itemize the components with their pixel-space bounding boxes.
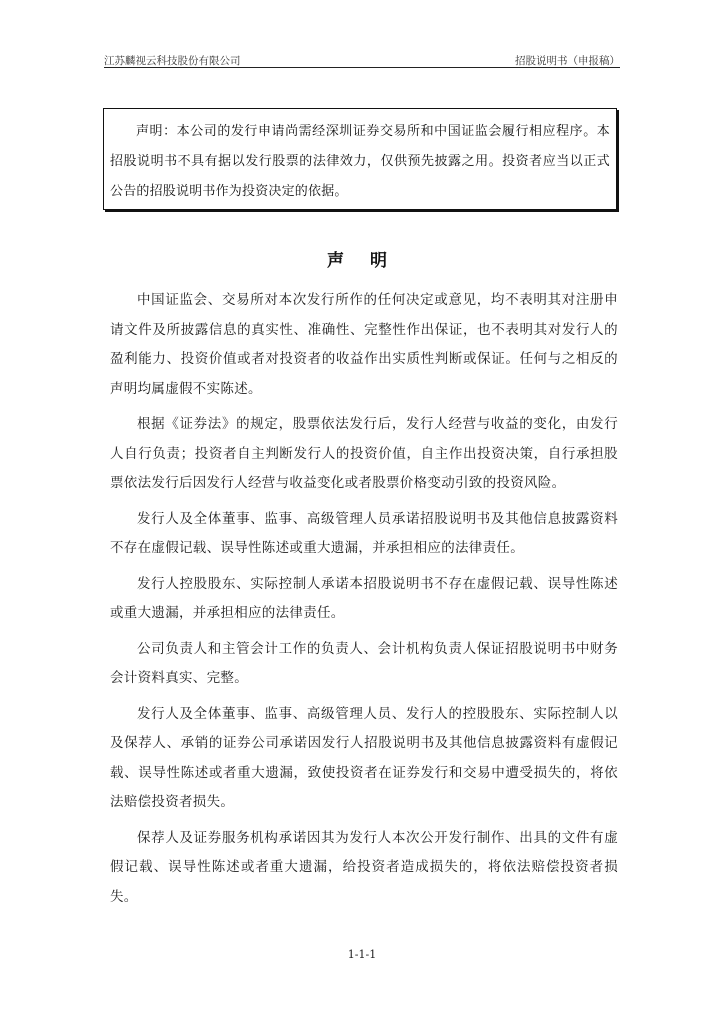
header-divider [104,67,620,68]
statement-body [110,286,618,918]
header-document-type: 招股说明书（申报稿） [515,55,620,67]
page-header [104,48,620,68]
statement-paragraph: 公司负责人和主管会计工作的负责人、会计机构负责人保证招股说明书中财务会计资料真实、完整。 [110,640,618,686]
statement-paragraph: 中国证监会、交易所对本次发行所作的任何决定或意见，均不表明其对注册申请文件及所披露信息的真实性、准确性、完整性作出保证，也不表明其对发行人的盈利能力、投资价值或者对投资者的收益作出实质性判断或保证。任何与之相反的声明均属虚假不实陈述。 [110,292,618,397]
statement-paragraph: 根据《证券法》的规定，股票依法发行后，发行人经营与收益的变化，由发行人自行负责；投资者自主判断发行人的投资价值，自主作出投资决策，自行承担股票依法发行后因发行人经营与收益变化或者股票价格变动引致的投资风险。 [110,416,618,491]
statement-paragraph: 发行人控股股东、实际控制人承诺本招股说明书不存在虚假记载、误导性陈述或重大遗漏，并承担相应的法律责任。 [110,575,618,621]
disclaimer-notice-box [103,108,617,210]
statement-paragraph: 保荐人及证券服务机构承诺因其为发行人本次公开发行制作、出具的文件有虚假记载、误导性陈述或者重大遗漏，给投资者造成损失的，将依法赔偿投资者损失。 [110,829,618,905]
statement-paragraph: 发行人及全体董事、监事、高级管理人员、发行人的控股股东、实际控制人以及保荐人、承销的证券公司承诺因发行人招股说明书及其他信息披露资料有虚假记载、误导性陈述或者重大遗漏，致使投资者在证券发行和交易中遭受损失的，将依法赔偿投资者损失。 [110,705,618,810]
page-number: 1-1-1 [347,948,377,961]
statement-paragraph: 发行人及全体董事、监事、高级管理人员承诺招股说明书及其他信息披露资料不存在虚假记载、误导性陈述或重大遗漏，并承担相应的法律责任。 [110,510,618,556]
disclaimer-notice-text: 声明：本公司的发行申请尚需经深圳证券交易所和中国证监会履行相应程序。本招股说明书不具有据以发行股票的法律效力，仅供预先披露之用。投资者应当以正式公告的招股说明书作为投资决定的依据。 [110,124,610,199]
section-title: 声 明 [327,251,397,271]
header-company-name: 江苏麟视云科技股份有限公司 [104,55,241,67]
